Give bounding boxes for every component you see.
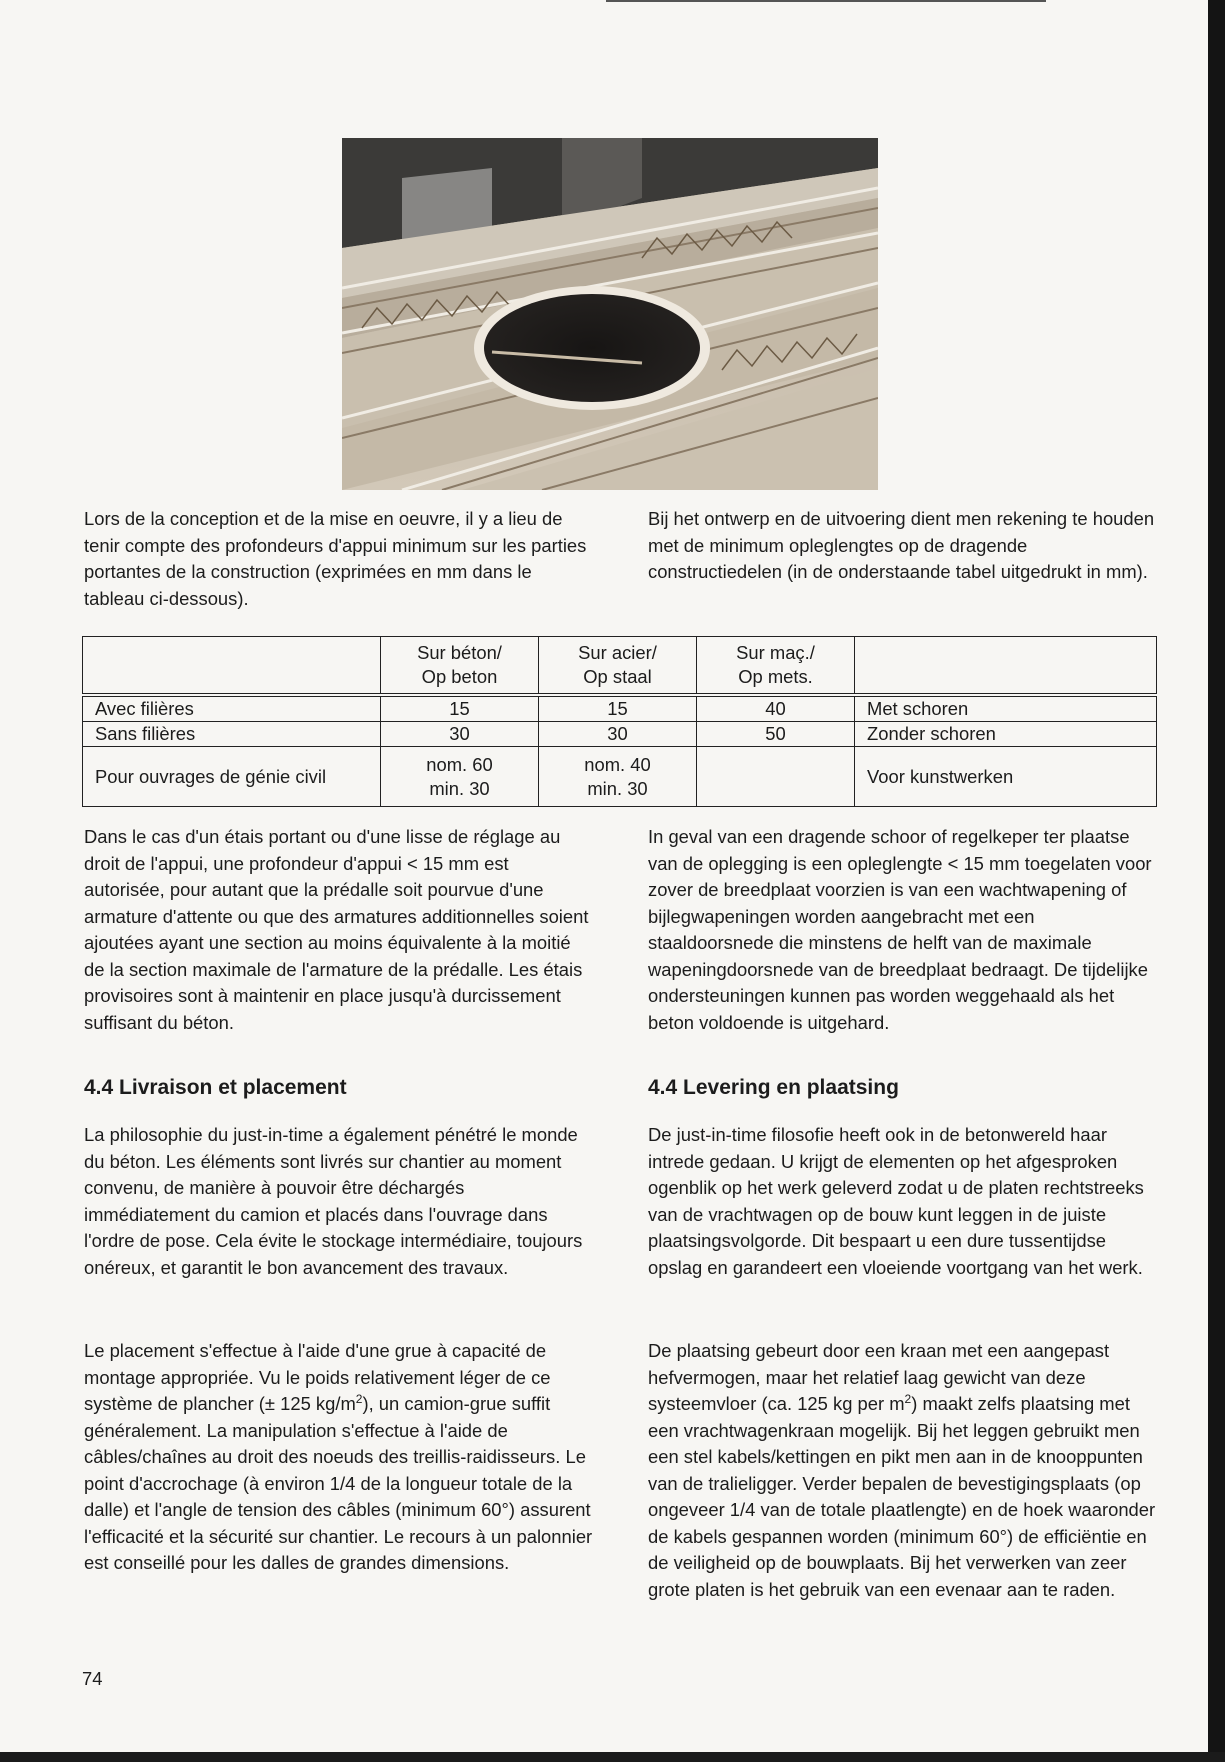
placement-fr [84, 1338, 594, 1577]
section-heading-fr: 4.4 Livraison et placement [84, 1076, 347, 1099]
cell-maconnerie: 50 [697, 722, 855, 747]
table-header-beton [381, 637, 539, 696]
intro-fr [84, 506, 594, 612]
delivery-fr [84, 1122, 594, 1281]
placement-fr-text [84, 1338, 594, 1577]
cell-maconnerie [697, 747, 855, 807]
placement-fr-part-a: Le placement s'effectue à l'aide d'une grue à capacité de montage appropriée. Vu le poids relativement léger de ce système de plancher (± 125 kg/m [84, 1340, 551, 1414]
cell-beton: 15 [381, 695, 539, 722]
table-header-maconnerie [697, 637, 855, 696]
scan-edge-bottom [0, 1752, 1225, 1762]
table-row [83, 695, 1157, 722]
cell-acier [539, 747, 697, 807]
placement-nl [648, 1338, 1158, 1603]
header-beton-nl: Op beton [421, 666, 498, 687]
row-label-nl: Voor kunstwerken [855, 747, 1157, 807]
cell-acier-min: min. 30 [587, 777, 648, 799]
cell-acier: 15 [539, 695, 697, 722]
placement-fr-superscript: 2 [355, 1391, 363, 1406]
support-nl-text: In geval van een dragende schoor of regelkeper ter plaatse van de oplegging is een opleglengte < 15 mm toegelaten voor zover de breedplaat voorzien is van een wachtwapening of bijlegwapeningen worden aangebracht met een staaldoorsnede die minstens de helft van de maximale wapeningdoorsnede van de breedplaat bedraagt. De tijdelijke ondersteuningen kunnen pas worden weggehaald als het beton voldoende is uitgehard. [648, 826, 1152, 1033]
placement-nl-part-b: ) maakt zelfs plaatsing met een vrachtwagenkraan mogelijk. Bij het leggen gebruikt men een stel kabels/kettingen en pikt men aan in de knooppunten van de tralieligger. Verder bepalen de bevestigingsplaats (op ongeveer 1/4 van de totale plaatlengte) en de hoek waaronder de kabels gespannen worden (minimum 60°) de efficiëntie en de veiligheid op de bouwplaats. Bij het verwerken van zeer grote platen is het gebruik van een evenaar aan te raden. [648, 1393, 1156, 1600]
cell-beton [381, 747, 539, 807]
cell-acier-nom: nom. 40 [584, 753, 651, 775]
row-label-fr: Avec filières [83, 695, 381, 722]
delivery-fr-text: La philosophie du just-in-time a également pénétré le monde du béton. Les éléments sont livrés sur chantier au moment convenu, de manière à pouvoir être déchargés immédiatement du camion et placés dans l'ouvrage dans l'ordre de pose. Cela évite le stockage intermédiaire, toujours onéreux, et garantit le bon avancement des travaux. [84, 1124, 583, 1278]
support-fr [84, 824, 594, 1036]
construction-site-photo [342, 138, 878, 490]
cell-acier: 30 [539, 722, 697, 747]
header-acier-nl: Op staal [583, 666, 652, 687]
intro-nl [648, 506, 1158, 586]
row-label-nl: Zonder schoren [855, 722, 1157, 747]
row-label-fr: Sans filières [83, 722, 381, 747]
cell-beton-nom: nom. 60 [426, 753, 493, 775]
table-header-row [83, 637, 1157, 696]
cell-beton: 30 [381, 722, 539, 747]
row-label-nl: Met schoren [855, 695, 1157, 722]
table-header-empty-nl [855, 637, 1157, 696]
header-acier-fr: Sur acier/ [578, 642, 657, 663]
cell-maconnerie: 40 [697, 695, 855, 722]
section-heading-nl: 4.4 Levering en plaatsing [648, 1076, 899, 1099]
table-header-empty-fr [83, 637, 381, 696]
header-beton-fr: Sur béton/ [417, 642, 502, 663]
support-nl [648, 824, 1158, 1036]
table-row [83, 722, 1157, 747]
table-row [83, 747, 1157, 807]
placement-nl-text [648, 1338, 1158, 1603]
placement-nl-superscript: 2 [904, 1391, 912, 1406]
support-fr-text: Dans le cas d'un étais portant ou d'une lisse de réglage au droit de l'appui, une profondeur d'appui < 15 mm est autorisée, pour autant que la prédalle soit pourvue d'une armature d'attente ou que des armatures additionnelles soient ajoutées ayant une section au moins équivalente à la moitié de la section maximale de l'armature de la prédalle. Les étais provisoires sont à maintenir en place jusqu'à durcissement suffisant du béton. [84, 826, 589, 1033]
bearing-depth-table [82, 636, 1157, 807]
cell-beton-min: min. 30 [429, 777, 490, 799]
page-number: 74 [82, 1668, 103, 1689]
delivery-nl-text: De just-in-time filosofie heeft ook in de betonwereld haar intrede gedaan. U krijgt de elementen op het afgesproken ogenblik op het werk geleverd zodat u de platen rechtstreeks van de vrachtwagen op de bouw kunt leggen in de juiste plaatsingsvolgorde. Dit bespaart u een dure tussentijdse opslag en garandeert een vloeiende voortgang van het werk. [648, 1124, 1144, 1278]
scan-edge-right [1208, 0, 1225, 1762]
placement-fr-part-b: ), un camion-grue suffit généralement. La manipulation s'effectue à l'aide de câbles/chaînes au droit des noeuds des treillis-raidisseurs. Le point d'accrochage (à environ 1/4 de la longueur totale de la dalle) et l'angle de tension des câbles (minimum 60°) assurent l'efficacité et la sécurité sur chantier. Le recours à un palonnier est conseillé pour les dalles de grandes dimensions. [84, 1393, 593, 1573]
intro-fr-text: Lors de la conception et de la mise en oeuvre, il y a lieu de tenir compte des profondeurs d'appui minimum sur les parties portantes de la construction (exprimées en mm dans le tableau ci-dessous). [84, 508, 587, 609]
intro-nl-text: Bij het ontwerp en de uitvoering dient men rekening te houden met de minimum opleglengtes op de dragende constructiedelen (in de onderstaande tabel uitgedrukt in mm). [648, 508, 1155, 582]
header-maconnerie-fr: Sur maç./ [736, 642, 815, 663]
delivery-nl [648, 1122, 1158, 1281]
header-maconnerie-nl: Op mets. [738, 666, 813, 687]
placement-nl-part-a: De plaatsing gebeurt door een kraan met een aangepast hefvermogen, maar het relatief laag gewicht van deze systeemvloer (ca. 125 kg per m [648, 1340, 1110, 1414]
row-label-fr: Pour ouvrages de génie civil [83, 747, 381, 807]
table-header-acier [539, 637, 697, 696]
top-rule [606, 0, 1046, 2]
